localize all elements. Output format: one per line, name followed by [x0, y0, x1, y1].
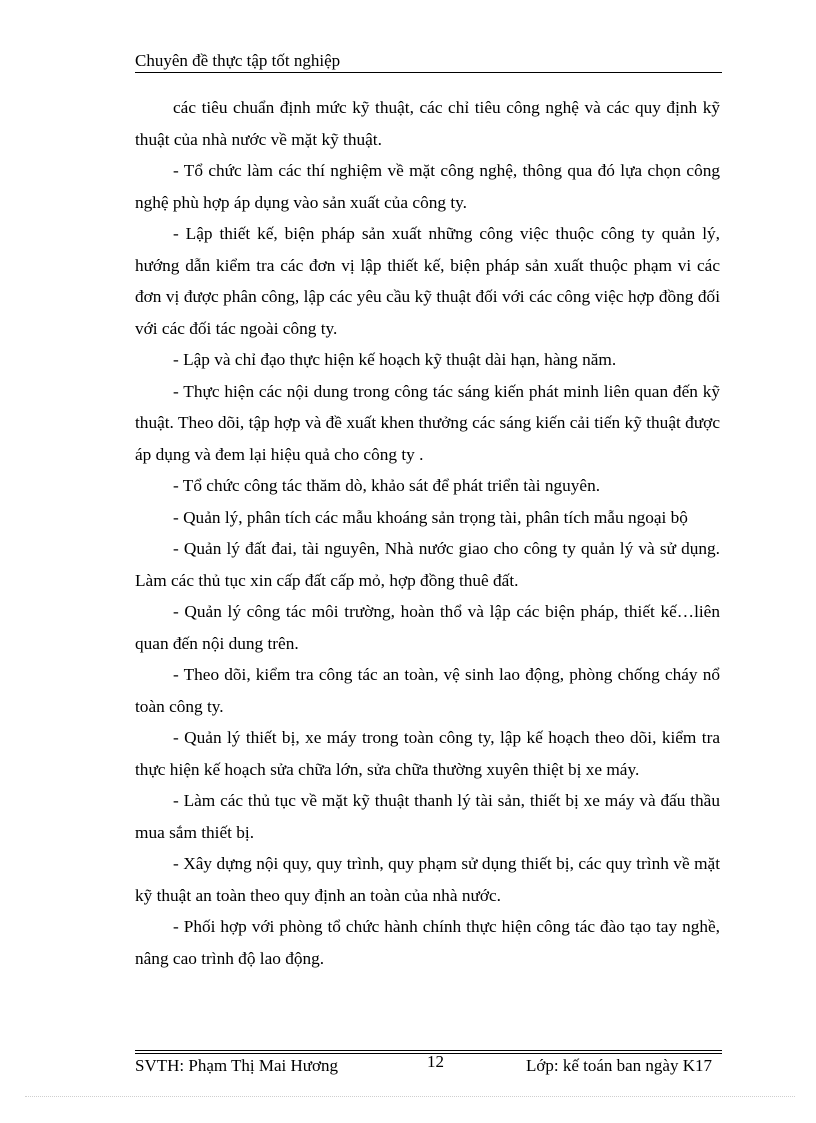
paragraph: - Lập thiết kế, biện pháp sản xuất những công việc thuộc công ty quản lý, hướng dẫn kiểm tra các đơn vị lập thiết kế, biện pháp sản xuất thuộc phạm vi các đơn vị được phân công, lập các yêu cầu kỹ thuật đối với các công việc hợp đồng đối với các đối tác ngoài công ty. [135, 224, 720, 338]
paragraph: - Phối hợp với phòng tổ chức hành chính thực hiện công tác đào tạo tay nghề, nâng cao trình độ lao động. [135, 917, 720, 968]
header-title: Chuyên đề thực tập tốt nghiệp [135, 51, 341, 70]
paragraph: - Làm các thủ tục về mặt kỹ thuật thanh lý tài sản, thiết bị xe máy và đấu thầu mua sắm thiết bị. [135, 791, 720, 842]
paragraph: - Quản lý đất đai, tài nguyên, Nhà nước giao cho công ty quản lý và sử dụng. Làm các thủ tục xin cấp đất cấp mỏ, hợp đồng thuê đất. [135, 539, 720, 590]
paragraph: - Quản lý thiết bị, xe máy trong toàn công ty, lập kế hoạch theo dõi, kiểm tra thực hiện kế hoạch sửa chữa lớn, sửa chữa thường xuyên thiệt bị xe máy. [135, 728, 720, 779]
paragraph: - Quản lý công tác môi trường, hoàn thổ và lập các biện pháp, thiết kế…liên quan đến nội dung trên. [135, 602, 720, 653]
paragraph: - Lập và chỉ đạo thực hiện kế hoạch kỹ thuật dài hạn, hàng năm. [173, 350, 617, 369]
paragraph: - Tổ chức làm các thí nghiệm về mặt công nghệ, thông qua đó lựa chọn công nghệ phù hợp áp dụng vào sản xuất của công ty. [135, 161, 720, 212]
page-number: 12 [427, 1052, 444, 1071]
page-header [135, 50, 722, 73]
footer-class-info: Lớp: kế toán ban ngày K17 [525, 1056, 712, 1075]
footer-author: SVTH: Phạm Thị Mai Hương [135, 1056, 339, 1075]
paragraph: - Xây dựng nội quy, quy trình, quy phạm sử dụng thiết bị, các quy trình về mặt kỹ thuật an toàn theo quy định an toàn của nhà nước. [135, 854, 720, 905]
paragraph: - Theo dõi, kiểm tra công tác an toàn, vệ sinh lao động, phòng chống cháy nổ toàn công ty. [135, 665, 720, 716]
paragraph: - Thực hiện các nội dung trong công tác sáng kiến phát minh liên quan đến kỹ thuật. Theo dõi, tập hợp và đề xuất khen thưởng các sáng kiến cải tiến kỹ thuật được áp dụng và đem lại hiệu quả cho công ty . [135, 381, 720, 464]
document-body [135, 92, 720, 974]
paragraph: các tiêu chuẩn định mức kỹ thuật, các chỉ tiêu công nghệ và các quy định kỹ thuật của nhà nước về mặt kỹ thuật. [135, 98, 720, 149]
page-footer [135, 1052, 722, 1077]
paragraph: - Tổ chức công tác thăm dò, khảo sát để phát triển tài nguyên. [173, 476, 601, 495]
page-boundary [25, 1096, 795, 1097]
paragraph: - Quản lý, phân tích các mẫu khoáng sản trọng tài, phân tích mẫu ngoại bộ [173, 507, 688, 527]
